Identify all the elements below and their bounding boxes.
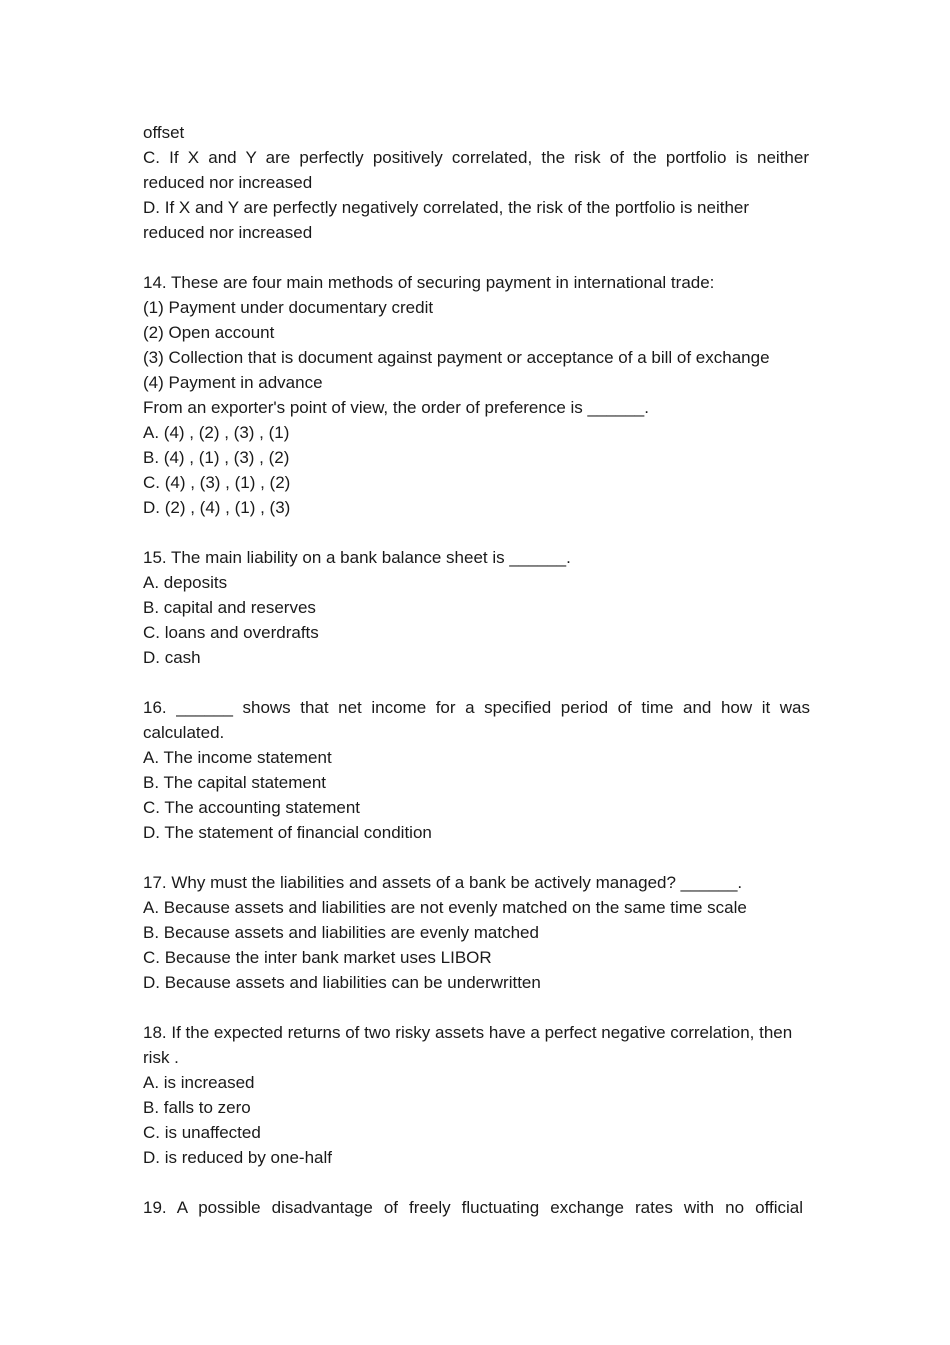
option-d: D. If X and Y are perfectly negatively correlated, the risk of the portfolio is neither: [143, 198, 750, 217]
option-a: A. deposits: [143, 573, 228, 592]
question-stem: 17. Why must the liabilities and assets of a bank be actively managed? ______.: [143, 873, 743, 892]
option-b: B. Because assets and liabilities are evenly matched: [143, 923, 539, 942]
question-stem: 14. These are four main methods of securing payment in international trade:: [143, 273, 715, 292]
question-13-continuation: [143, 120, 810, 245]
option-d: D. Because assets and liabilities can be underwritten: [143, 973, 541, 992]
option-a: A. Because assets and liabilities are not evenly matched on the same time scale: [143, 898, 747, 917]
text-line: reduced nor increased: [143, 223, 313, 242]
option-d: D. is reduced by one-half: [143, 1148, 332, 1167]
option-c: C. is unaffected: [143, 1123, 261, 1142]
question-stem-continued: risk .: [143, 1048, 179, 1067]
option-b: B. The capital statement: [143, 773, 327, 792]
text-line: offset: [143, 123, 185, 142]
question-prompt: From an exporter's point of view, the order of preference is ______.: [143, 398, 649, 417]
option-a: A. is increased: [143, 1073, 255, 1092]
option-d: D. cash: [143, 648, 201, 667]
question-17: [143, 870, 810, 995]
option-c: C. If X and Y are perfectly positively correlated, the risk of the portfolio is neither: [143, 148, 809, 167]
list-item: (4) Payment in advance: [143, 373, 323, 392]
option-b: B. capital and reserves: [143, 598, 316, 617]
question-stem: 15. The main liability on a bank balance sheet is ______.: [143, 548, 571, 567]
question-stem: 16. ______ shows that net income for a specified period of time and how it was: [143, 698, 810, 717]
question-stem: 19. A possible disadvantage of freely fluctuating exchange rates with no official: [143, 1198, 803, 1217]
question-16: [143, 695, 810, 845]
list-item: (3) Collection that is document against payment or acceptance of a bill of exchange: [143, 348, 770, 367]
option-a: A. (4) , (2) , (3) , (1): [143, 423, 290, 442]
document-page: [143, 120, 810, 1245]
option-c: C. loans and overdrafts: [143, 623, 319, 642]
question-14: [143, 270, 810, 520]
option-b: B. (4) , (1) , (3) , (2): [143, 448, 290, 467]
option-c: C. The accounting statement: [143, 798, 361, 817]
question-stem: 18. If the expected returns of two risky assets have a perfect negative correlation, then: [143, 1023, 793, 1042]
option-a: A. The income statement: [143, 748, 332, 767]
option-d: D. The statement of financial condition: [143, 823, 432, 842]
question-stem-continued: calculated.: [143, 723, 225, 742]
text-line: reduced nor increased: [143, 173, 313, 192]
list-item: (1) Payment under documentary credit: [143, 298, 434, 317]
list-item: (2) Open account: [143, 323, 275, 342]
option-d: D. (2) , (4) , (1) , (3): [143, 498, 291, 517]
option-c: C. Because the inter bank market uses LIBOR: [143, 948, 492, 967]
question-15: [143, 545, 810, 670]
question-18: [143, 1020, 810, 1170]
option-b: B. falls to zero: [143, 1098, 251, 1117]
question-19: [143, 1195, 810, 1220]
option-c: C. (4) , (3) , (1) , (2): [143, 473, 291, 492]
